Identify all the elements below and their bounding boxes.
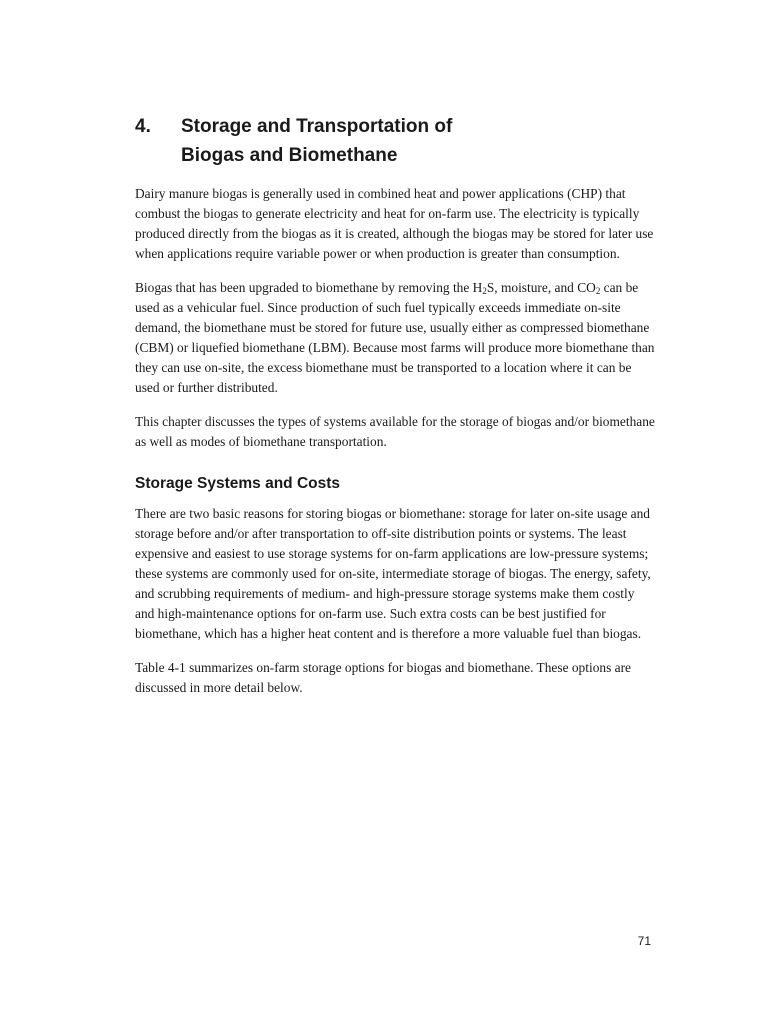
paragraph-text: S, moisture, and CO [486, 280, 596, 295]
intro-paragraph-1: Dairy manure biogas is generally used in combined heat and power applications (CHP) that combust the biogas to generate electricity and heat for on-farm use. The electricity is typically produced directly from the biogas as it is created, although the biogas may be stored for later use when applications require variable power or when production is greater than consumption. [135, 186, 654, 261]
chapter-number: 4. [135, 116, 151, 137]
chapter-title: Storage and Transportation of Biogas and Biomethane [181, 116, 453, 166]
subscript: 2 [482, 286, 487, 296]
section-heading: Storage Systems and Costs [135, 475, 341, 492]
paragraph-text: Biogas that has been upgraded to biomethane by removing the H [135, 280, 483, 295]
section-paragraph-1: There are two basic reasons for storing biogas or biomethane: storage for later on-site usage and storage before and/or after transportation to off-site distribution points or systems. The least expensive and easiest to use storage systems for on-farm applications are low-pressure systems; these systems are commonly used for on-site, intermediate storage of biogas. The energy, safety, and scrubbing requirements of medium- and high-pressure storage systems make them costly and high-maintenance options for on-farm use. Such extra costs can be best justified for biomethane, which has a higher heat content and is therefore a more valuable fuel than biogas. [135, 506, 651, 641]
section-paragraph-2: Table 4-1 summarizes on-farm storage options for biogas and biomethane. These options are discussed in more detail below. [135, 660, 631, 695]
paragraph-text: can be used as a vehicular fuel. Since production of such fuel typically exceeds immediate on-site demand, the biomethane must be stored for future use, usually either as compressed biomethane (CBM) or liquefied biomethane (LBM). Because most farms will produce more biomethane than they can use on-site, the excess biomethane must be transported to a location where it can be used or further distributed. [135, 280, 655, 395]
subscript: 2 [595, 286, 601, 296]
intro-paragraph-3: This chapter discusses the types of systems available for the storage of biogas and/or biomethane as well as modes of biomethane transportation. [135, 414, 655, 449]
document-body [135, 184, 655, 712]
intro-paragraph-2 [135, 278, 655, 398]
page-number: 71 [637, 934, 651, 948]
